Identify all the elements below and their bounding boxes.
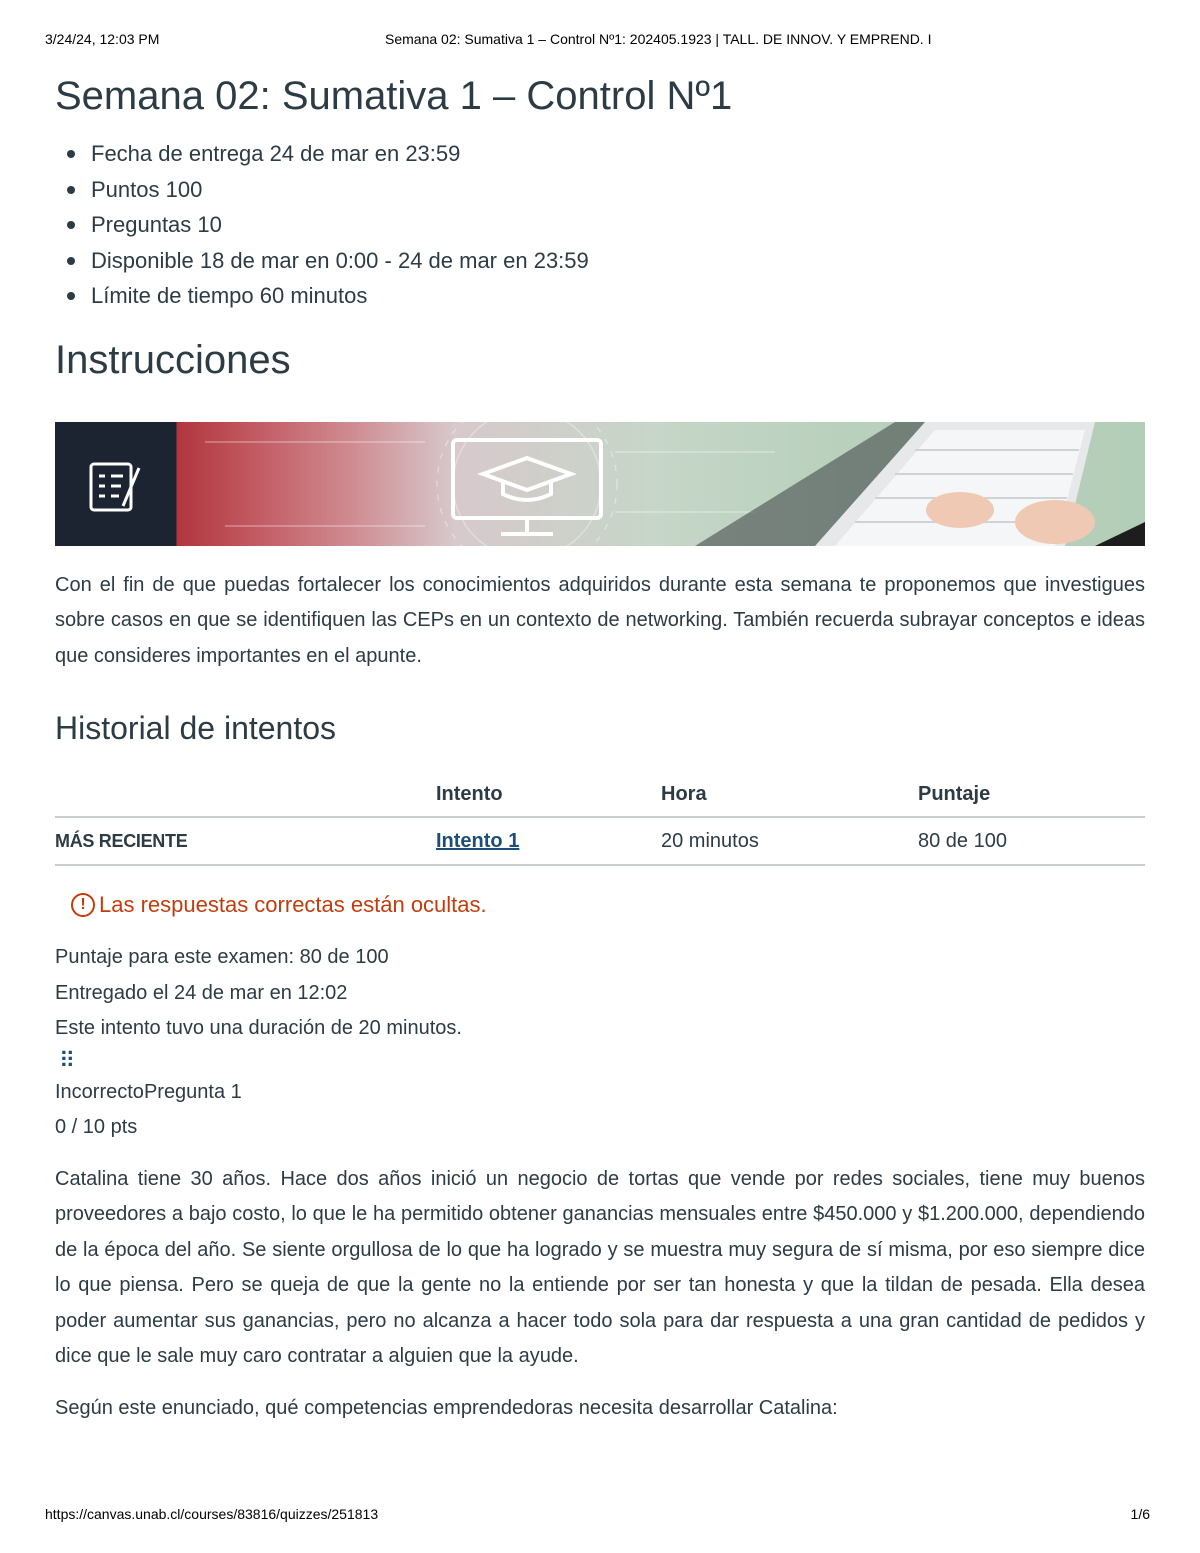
warning-icon: ! bbox=[71, 893, 95, 917]
question-label: Pregunta 1 bbox=[143, 1080, 242, 1103]
print-page-number: 1/6 bbox=[1130, 1506, 1150, 1522]
attempt-link[interactable]: Intento 1 bbox=[436, 829, 520, 852]
table-row bbox=[55, 817, 1145, 865]
quiz-content bbox=[55, 70, 1145, 1426]
notice-text: Las respuestas correctas están ocultas. bbox=[99, 892, 487, 917]
summary-submitted: Entregado el 24 de mar en 12:02 bbox=[55, 981, 348, 1004]
column-header-attempt: Intento bbox=[436, 772, 661, 817]
bullet-icon bbox=[67, 257, 75, 265]
column-header-time: Hora bbox=[661, 772, 918, 817]
banner-illustration bbox=[55, 422, 1145, 546]
bullet-icon bbox=[67, 292, 75, 300]
print-footer bbox=[45, 1506, 1150, 1522]
instructions-banner bbox=[55, 422, 1145, 546]
drag-handle-icon[interactable]: ⠿ bbox=[59, 1047, 74, 1073]
detail-time-limit: Límite de tiempo 60 minutos bbox=[55, 278, 1145, 314]
question-points: 0 / 10 pts bbox=[55, 1116, 138, 1138]
question-status: Incorrecto bbox=[55, 1080, 144, 1103]
question-header bbox=[55, 1075, 1145, 1111]
summary-score: Puntaje para este examen: 80 de 100 bbox=[55, 946, 389, 968]
detail-points: Puntos 100 bbox=[55, 172, 1145, 208]
print-date: 3/24/24, 12:03 PM bbox=[45, 31, 160, 47]
question-body: Catalina tiene 30 años. Hace dos años inició un negocio de tortas que vende por redes sociales, tiene muy buenos proveedores a bajo costo, lo que le ha permitido obtener ganancias mensuales entre $450.000 y $1.200.000, dependiendo de la época del año. Se siente orgullosa de lo que ha logrado y se muestra muy segura de sí misma, por eso siempre dice lo que piensa. Pero se queja de que la gente no la entiende por ser tan honesta y que la tildan de pesada. Ella desea poder aumentar sus ganancias, pero no alcanza a hacer todo sola para dar respuesta a una gran cantidad de pedidos y dice que le sale muy caro contratar a alguien que la ayude. bbox=[55, 1167, 1145, 1367]
attempt-cell bbox=[436, 817, 661, 865]
print-url: https://canvas.unab.cl/courses/83816/quizzes/251813 bbox=[45, 1506, 379, 1522]
score-cell: 80 de 100 bbox=[918, 817, 1145, 865]
bullet-icon bbox=[67, 221, 75, 229]
instructions-heading: Instrucciones bbox=[55, 337, 291, 382]
table-header-row bbox=[55, 772, 1145, 817]
page-title: Semana 02: Sumativa 1 – Control Nº1 bbox=[55, 74, 733, 118]
question-prompt: Según este enunciado, qué competencias emprendedoras necesita desarrollar Catalina: bbox=[55, 1396, 838, 1419]
quiz-details-list bbox=[55, 136, 1145, 314]
column-header-blank bbox=[55, 772, 436, 817]
column-header-score: Puntaje bbox=[918, 772, 1145, 817]
print-title: Semana 02: Sumativa 1 – Control Nº1: 202405.1923 | TALL. DE INNOV. Y EMPREND. I bbox=[385, 31, 932, 47]
attempt-history-heading: Historial de intentos bbox=[55, 710, 337, 746]
summary-duration: Este intento tuvo una duración de 20 minutos. bbox=[55, 1017, 462, 1039]
detail-available: Disponible 18 de mar en 0:00 - 24 de mar en 23:59 bbox=[55, 243, 1145, 279]
monitor-graduation-cap-icon bbox=[453, 440, 601, 534]
detail-questions: Preguntas 10 bbox=[55, 207, 1145, 243]
attempt-history-table bbox=[55, 772, 1145, 866]
detail-due-date: Fecha de entrega 24 de mar en 23:59 bbox=[55, 136, 1145, 172]
bullet-icon bbox=[67, 186, 75, 194]
checklist-pencil-icon bbox=[91, 464, 139, 510]
laptop-image bbox=[695, 422, 1145, 546]
attempt-summary bbox=[55, 940, 1145, 1146]
answers-hidden-notice bbox=[71, 890, 1145, 920]
most-recent-label: MÁS RECIENTE bbox=[55, 817, 436, 865]
bullet-icon bbox=[67, 150, 75, 158]
print-header bbox=[45, 28, 1155, 50]
instructions-text: Con el fin de que puedas fortalecer los conocimientos adquiridos durante esta semana te proponemos que investigues sobre casos en que se identifiquen las CEPs en un contexto de networking. También recuerda subrayar conceptos e ideas que consideres importantes en el apunte. bbox=[55, 573, 1145, 667]
time-cell: 20 minutos bbox=[661, 817, 918, 865]
